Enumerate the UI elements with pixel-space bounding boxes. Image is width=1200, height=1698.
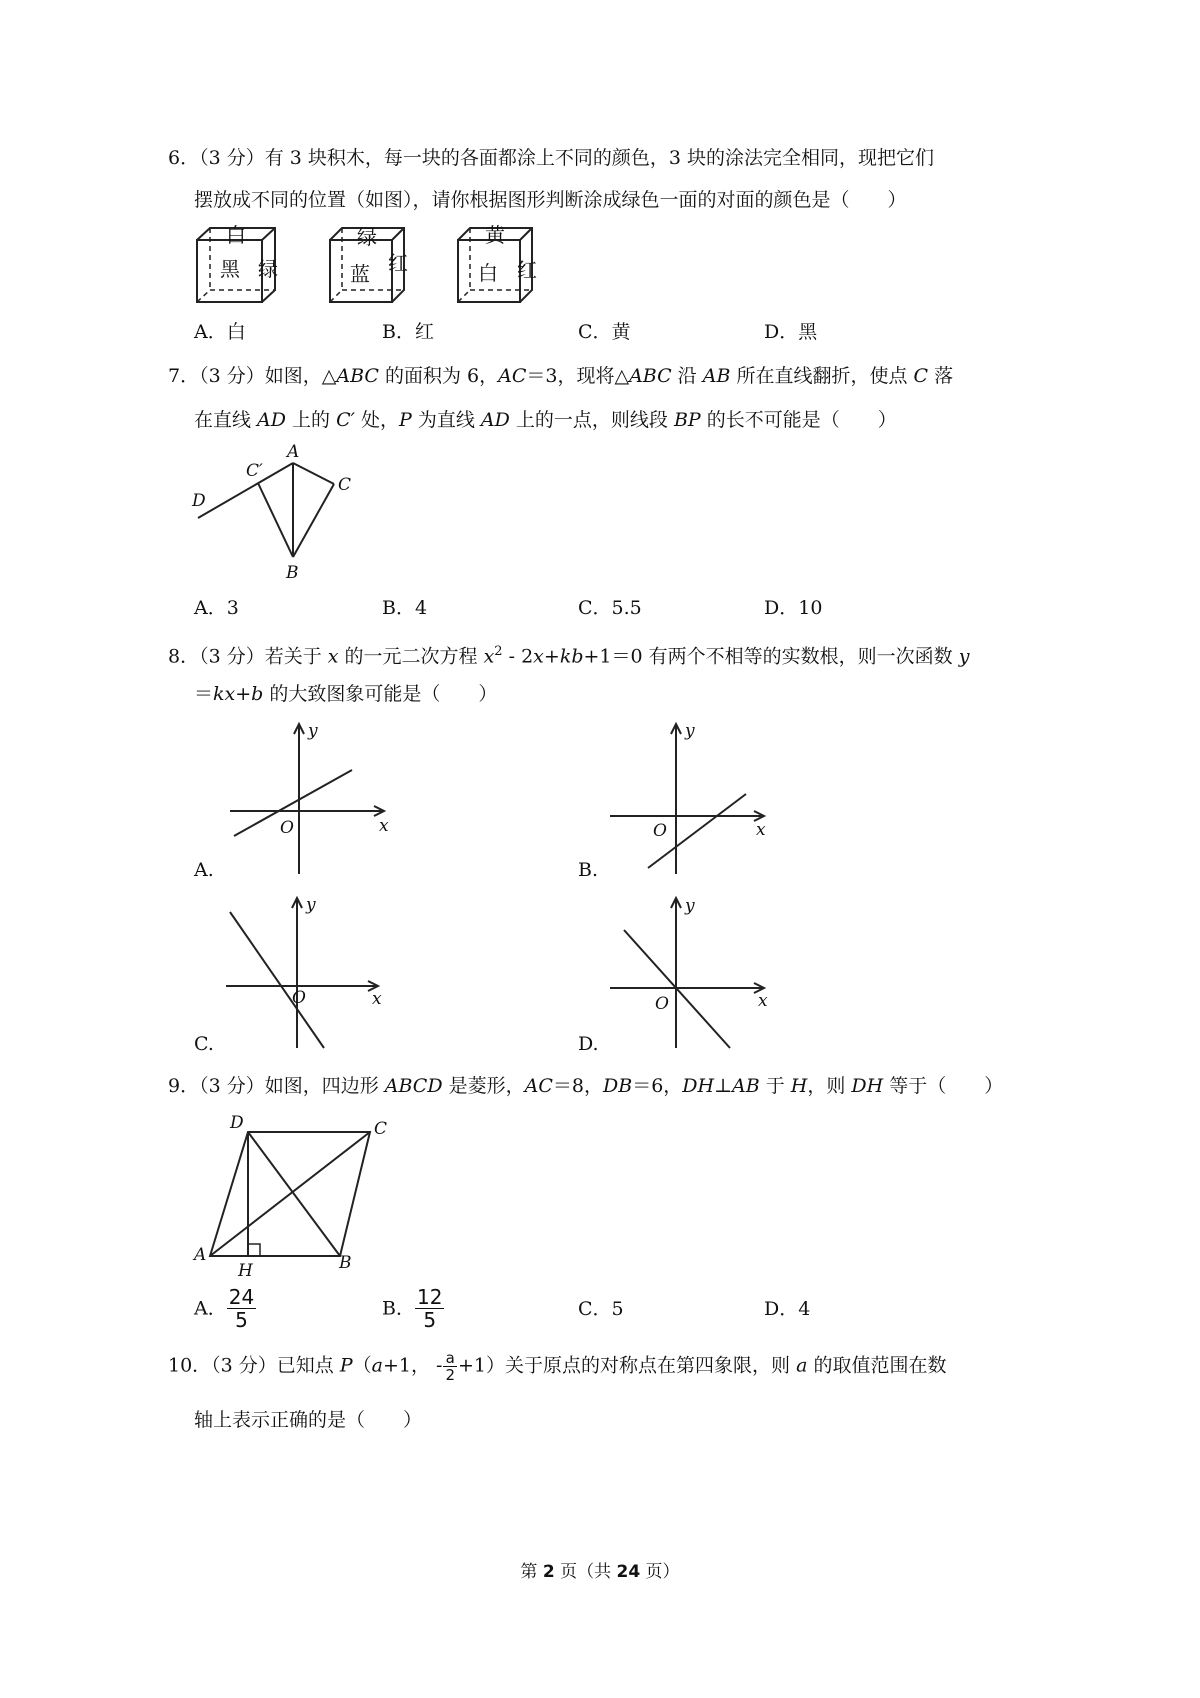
svg-text:x: x <box>758 991 768 1011</box>
cube-3-front-label: 白 <box>478 261 498 285</box>
q10-line-1: 10．（3 分）已知点 P（a+1， - $\frac{a}{2}$ +1）关于原点的对称点在第四象限，则 a 的取值范围在数 <box>168 1349 947 1384</box>
svg-text:O: O <box>655 994 669 1014</box>
svg-text:A: A <box>194 1245 207 1265</box>
svg-text:B: B <box>339 1253 352 1273</box>
q8-graph-b <box>606 718 786 878</box>
q8-line-2: ＝kx+b 的大致图象可能是（ ） <box>194 683 498 705</box>
label-C: C <box>338 475 352 495</box>
cube-1-front-label: 黑 <box>220 257 240 281</box>
q8-option-d[interactable]: D. <box>578 1033 599 1055</box>
diag-DB <box>248 1132 340 1256</box>
q7-option-b[interactable]: B．4 <box>382 597 428 619</box>
line-AC <box>293 463 334 484</box>
q6-option-d[interactable]: D．黑 <box>764 321 818 343</box>
q9-rhombus-figure <box>190 1108 400 1280</box>
q9-option-d[interactable]: D．4 <box>764 1298 811 1320</box>
q7-option-c[interactable]: C．5.5 <box>578 597 642 619</box>
svg-text:y: y <box>685 721 695 741</box>
q7-triangle-figure <box>188 440 368 586</box>
svg-text:x: x <box>756 820 766 840</box>
q9-option-a[interactable]: A． $\frac{24}{5}$ <box>194 1285 255 1332</box>
q8-option-c[interactable]: C. <box>194 1033 214 1055</box>
page-footer: 第 2 页（共 24 页） <box>520 1562 680 1582</box>
svg-text:O: O <box>280 818 294 838</box>
svg-text:O: O <box>292 988 306 1008</box>
q6-line-1: 6．（3 分）有 3 块积木，每一块的各面都涂上不同的颜色，3 块的涂法完全相同，现把它们 <box>168 147 935 169</box>
svg-text:C: C <box>374 1119 388 1139</box>
cube-3-top-label: 黄 <box>485 223 505 247</box>
cube-2-top-label: 绿 <box>357 225 377 249</box>
svg-text:H: H <box>238 1261 253 1280</box>
graph-c-line <box>230 912 324 1048</box>
svg-text:x: x <box>372 989 382 1009</box>
q6-option-a[interactable]: A．白 <box>194 321 246 343</box>
label-D: D <box>192 491 206 511</box>
svg-text:x: x <box>379 816 389 836</box>
svg-text:D: D <box>230 1113 244 1133</box>
line-CpB <box>258 483 293 557</box>
label-A: A <box>287 442 300 462</box>
page-number: 2 <box>542 1562 555 1582</box>
total-pages: 24 <box>616 1562 641 1582</box>
q7-line-2: 在直线 AD 上的 C′ 处，P 为直线 AD 上的一点，则线段 BP 的长不可能是（ ） <box>194 409 897 431</box>
q6-line-2: 摆放成不同的位置（如图），请你根据图形判断涂成绿色一面的对面的颜色是（ ） <box>194 189 907 211</box>
right-angle-mark <box>248 1244 260 1256</box>
label-Cprime: C′ <box>246 461 263 481</box>
q8-option-a[interactable]: A. <box>194 859 214 881</box>
cube-1-right-label: 绿 <box>258 257 278 281</box>
q6-option-b[interactable]: B．红 <box>382 321 434 343</box>
q7-line-1: 7．（3 分）如图，△ABC 的面积为 6，AC＝3，现将△ABC 沿 AB 所在直线翻折，使点 C 落 <box>168 365 954 387</box>
svg-text:y: y <box>308 721 318 741</box>
line-CB <box>293 484 334 557</box>
svg-text:y: y <box>685 896 695 916</box>
q7-option-a[interactable]: A．3 <box>194 597 239 619</box>
svg-text:y: y <box>306 895 316 915</box>
cube-2-front-label: 蓝 <box>350 262 370 286</box>
q9-option-b[interactable]: B． $\frac{12}{5}$ <box>382 1285 443 1332</box>
cube-3-right-label: 红 <box>517 258 537 282</box>
q10-line-2: 轴上表示正确的是（ ） <box>194 1409 423 1431</box>
q9-line-1: 9．（3 分）如图，四边形 ABCD 是菱形，AC＝8，DB＝6，DH⊥AB 于 H，则 DH 等于（ ） <box>168 1075 1004 1097</box>
cube-1-top-label: 白 <box>226 223 246 247</box>
diag-AC <box>210 1132 370 1256</box>
q9-option-c[interactable]: C．5 <box>578 1298 624 1320</box>
label-B: B <box>286 563 299 583</box>
q6-option-c[interactable]: C．黄 <box>578 321 631 343</box>
q8-graph-a <box>222 718 402 878</box>
cube-2-right-label: 红 <box>388 251 408 275</box>
q8-line-1: 8．（3 分）若关于 x 的一元二次方程 $x^2 - 2x+kb+1=0$ 有两个不相等的实数根，则一次函数 y <box>168 644 970 668</box>
q8-graph-c <box>222 892 402 1052</box>
q8-graph-d <box>606 892 786 1052</box>
svg-text:O: O <box>653 821 667 841</box>
q7-option-d[interactable]: D．10 <box>764 597 823 619</box>
q8-option-b[interactable]: B. <box>578 859 599 881</box>
q6-cubes-figure <box>190 222 550 308</box>
